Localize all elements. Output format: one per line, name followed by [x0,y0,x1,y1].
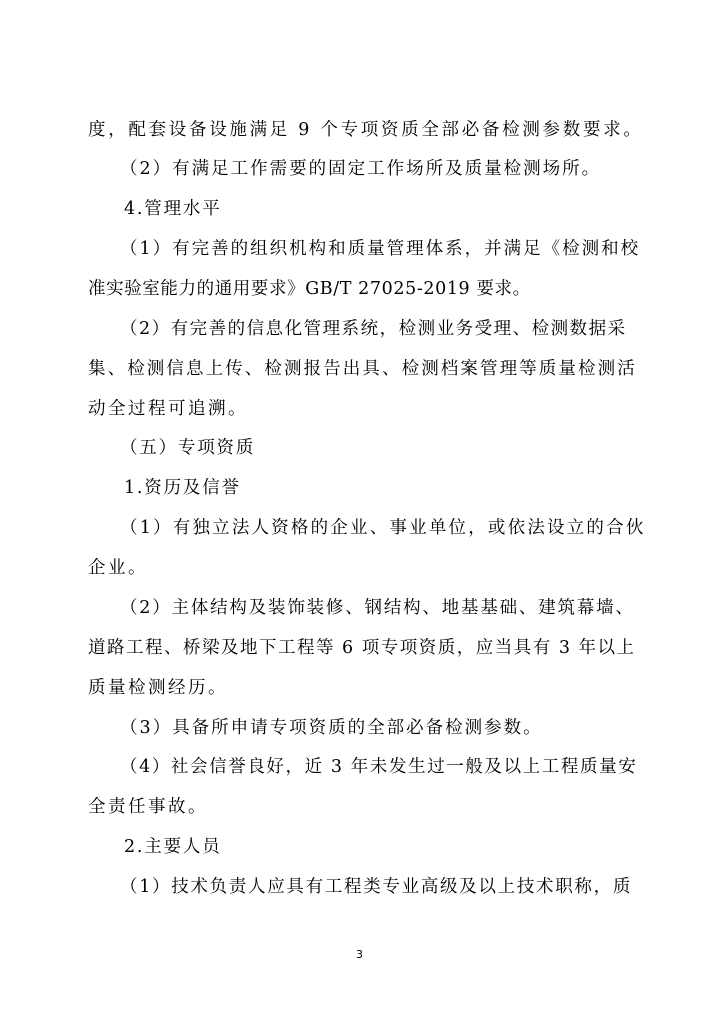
page-number: 3 [356,948,363,961]
body-text-line: （2）有满足工作需要的固定工作场所及质量检测场所。 [120,159,602,179]
body-text-line: 集、检测信息上传、检测报告出具、检测档案管理等质量检测活 [88,359,637,379]
body-text-line: 度，配套设备设施满足 9 个专项资质全部必备检测参数要求。 [88,120,644,140]
section-heading: 2.主要人员 [124,837,222,857]
body-text-line: （4）社会信誉良好，近 3 年未发生过一般及以上工程质量安 [120,757,638,777]
body-text-line: 全责任事故。 [88,797,208,817]
body-text-line: 准实验室能力的通用要求》GB/T 27025-2019 要求。 [88,279,531,299]
body-text-line: （1）有完善的组织机构和质量管理体系，并满足《检测和校 [120,239,641,259]
body-text-line: （1）有独立法人资格的企业、事业单位，或依法设立的合伙 [120,518,646,538]
body-text-line: 动全过程可追溯。 [88,399,248,419]
body-text-line: （2）主体结构及装饰装修、钢结构、地基基础、建筑幕墙、 [120,598,635,618]
body-text-line: （2）有完善的信息化管理系统，检测业务受理、检测数据采 [120,319,627,339]
body-text-line: 企业。 [88,558,148,578]
body-text-line: 质量检测经历。 [88,678,228,698]
section-heading: 4.管理水平 [124,199,222,219]
body-text-line: （1）技术负责人应具有工程类专业高级及以上技术职称，质 [120,877,633,897]
body-text-line: （3）具备所申请专项资质的全部必备检测参数。 [120,718,543,738]
section-heading: （五）专项资质 [120,438,256,458]
section-heading: 1.资历及信誉 [124,478,241,498]
body-text-line: 道路工程、桥梁及地下工程等 6 项专项资质，应当具有 3 年以上 [88,638,636,658]
